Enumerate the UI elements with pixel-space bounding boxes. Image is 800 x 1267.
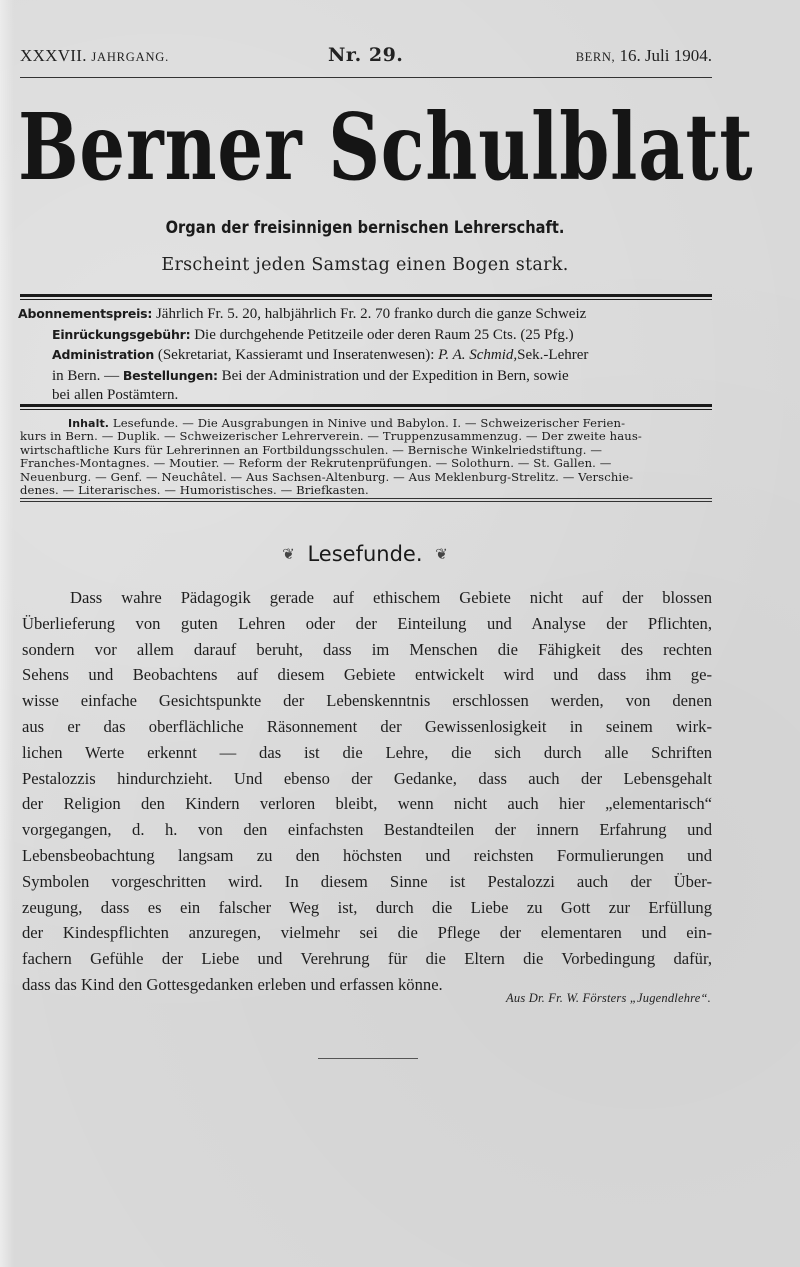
contents-line: kurs in Bern. — Duplik. — Schweizerischer Lehrerverein. — Truppenzusammenzug. — Der zweite haus- [20, 429, 642, 444]
volume-label: JAHRGANG. [91, 50, 170, 64]
article-line: wisse einfache Gesichtspunkte der Lebenskenntnis erschlossen werden, von denen [22, 691, 712, 711]
administration-line [18, 345, 712, 366]
volume-roman: XXXVII. [20, 46, 87, 65]
floral-ornament-icon: ❦ [282, 545, 295, 563]
subscription-line [18, 304, 712, 325]
article-line: Dass wahre Pädagogik gerade auf ethischem Gebiete nicht auf der blossen [70, 588, 712, 607]
double-rule-bottom [20, 498, 712, 502]
orders-line-2 [18, 386, 712, 406]
volume-number [20, 46, 169, 66]
contents-line [20, 417, 712, 430]
contents-line: Franches-Montagnes. — Moutier. — Reform der Rekrutenprüfungen. — Solothurn. — St. Gallen. — [20, 456, 612, 471]
masthead-info-line [20, 46, 712, 70]
article-line: Überlieferung von guten Lehren oder der Einteilung und Analyse der Pflichten, [22, 613, 712, 633]
administration-city: in Bern. — [52, 367, 120, 384]
issue-number: Nr. 29. [328, 44, 404, 66]
administration-text: (Sekretariat, Kassieramt und Inseratenwesen): [157, 347, 435, 363]
article-line: zeugung, dass es ein falscher Weg ist, durch die Liebe zu Gott zur Erfüllung [22, 897, 712, 917]
place-date [576, 46, 712, 66]
article-line: Sehens und Beobachtens auf diesem Gebiete entwickelt wird und dass ihm ge- [22, 665, 712, 685]
orders-label: Bestellungen: [122, 367, 218, 383]
article-line: lichen Werte erkennt — das ist die Lehre, die sich durch alle Schriften [22, 742, 712, 762]
page-edge-shadow [0, 0, 14, 1267]
table-of-contents [20, 417, 712, 497]
article-line: dass das Kind den Gottesgedanken erleben und erfassen könne. [22, 974, 443, 994]
subscription-label: Abonnementspreis: [18, 306, 153, 321]
contents-line: Neuenburg. — Genf. — Neuchâtel. — Aus Sachsen-Altenburg. — Aus Meklenburg-Strelitz. — Verschie- [20, 469, 634, 484]
article-line: Pestalozzis hindurchzieht. Und ebenso der Gedanke, dass auch der Lebensgehalt [22, 768, 712, 788]
article-line: der Kindespflichten anzuregen, vielmehr sei die Pflege der elementaren und ein- [22, 923, 712, 943]
subscription-info [18, 304, 712, 406]
floral-ornament-icon: ❦ [435, 545, 448, 563]
article-line: fachern Gefühle der Liebe und Verehrung für die Eltern die Vorbedingung dafür, [22, 949, 712, 969]
orders-line [18, 366, 712, 387]
publication-frequency: Erscheint jeden Samstag einen Bogen stark. [161, 255, 569, 275]
article-line: Symbolen vorgeschritten wird. In diesem Sinne ist Pestalozzi auch der Über- [22, 871, 712, 891]
article-line: aus er das oberflächliche Räsonnement der Gewissenlosigkeit in seinem wirk- [22, 716, 712, 736]
contents-label: Inhalt. [68, 417, 110, 430]
administrator-name: P. A. Schmid, [438, 347, 518, 363]
date: 16. Juli 1904. [619, 46, 712, 65]
administrator-role: Sek.-Lehrer [517, 347, 589, 363]
article-line: sondern vor allem darauf beruht, dass im Menschen die Fähigkeit des rechten [22, 639, 712, 659]
article-line: vorgegangen, d. h. von den einfachsten Bestandteilen der innern Erfahrung und [22, 820, 712, 840]
article-end-rule [318, 1058, 418, 1059]
place: BERN, [575, 50, 616, 64]
insertion-line [18, 325, 712, 346]
contents-line: denes. — Literarisches. — Humoristisches. — Briefkasten. [20, 483, 369, 498]
subscription-text: Jährlich Fr. 5. 20, halbjährlich Fr. 2. 70 franko durch die ganze Schweiz [155, 306, 587, 322]
contents-text: Lesefunde. — Die Ausgrabungen in Ninive und Babylon. I. — Schweizerischer Ferien- [112, 416, 626, 430]
double-rule-top [20, 294, 712, 300]
article-title: Lesefunde. [307, 542, 423, 566]
newspaper-subtitle: Organ der freisinnigen bernischen Lehrerschaft. [165, 218, 565, 238]
article-body [22, 585, 712, 998]
newspaper-title: Berner Schulblatt [18, 93, 754, 201]
administration-label: Administration [52, 347, 155, 362]
double-rule-middle [20, 404, 712, 410]
insertion-label: Einrückungsgebühr: [52, 326, 191, 342]
orders-text-2: bei allen Postämtern. [52, 387, 179, 403]
masthead-rule [20, 77, 712, 78]
article-line: Lebensbeobachtung langsam zu den höchsten und reichsten Formulierungen und [22, 845, 712, 865]
contents-line: wirtschaftliche Kurs für Lehrerinnen an Fortbildungsschulen. — Bernische Winkelriedstiftung. — [20, 442, 603, 457]
insertion-text: Die durchgehende Petitzeile oder deren Raum 25 Cts. (25 Pfg.) [194, 326, 574, 343]
orders-text: Bei der Administration und der Expedition in Bern, sowie [221, 367, 569, 384]
article-heading [0, 542, 730, 566]
article-source-citation: Aus Dr. Fr. W. Försters „Jugendlehre“. [506, 991, 711, 1005]
article-line: der Religion den Kindern verloren bleibt, wenn nicht auch hier „elementarisch“ [22, 794, 712, 814]
